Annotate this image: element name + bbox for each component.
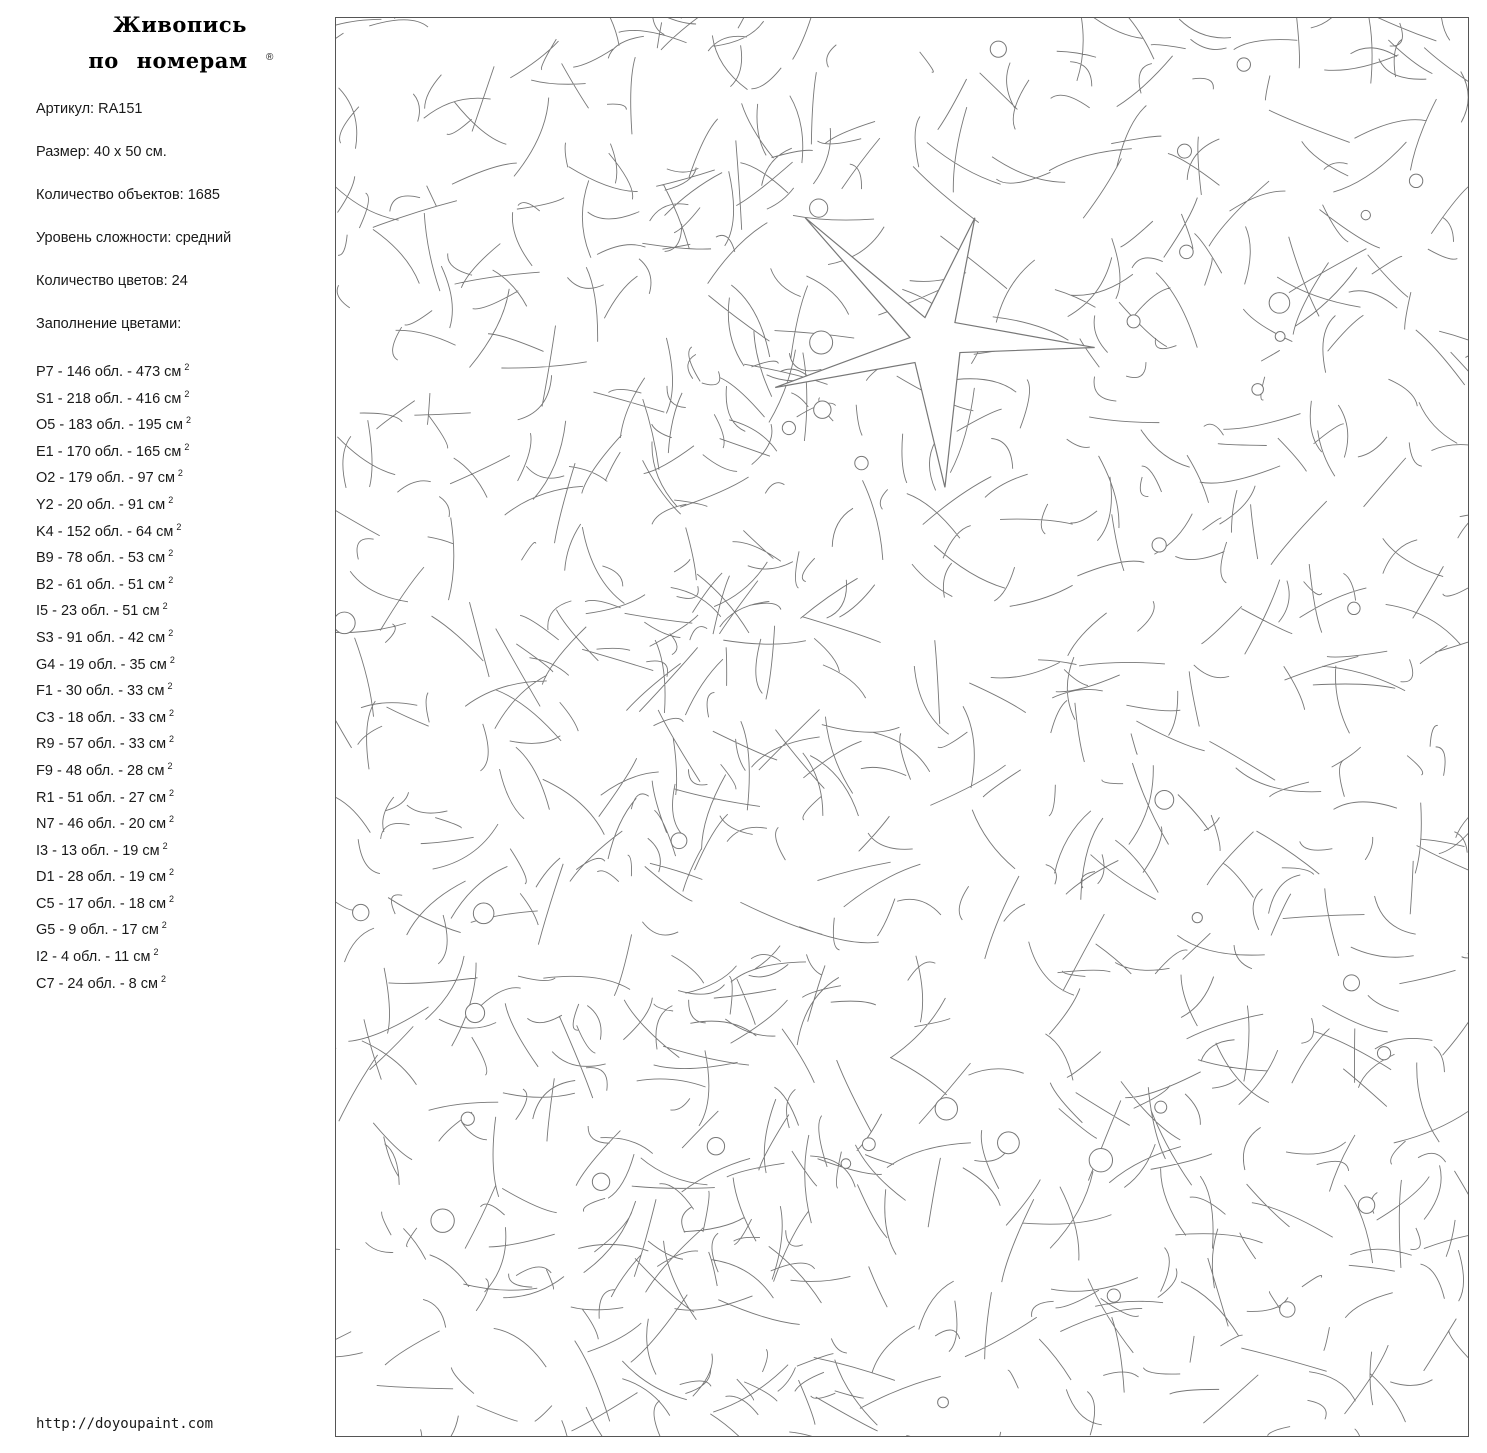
color-fill-item [36,783,191,810]
bubble-outline [810,331,833,354]
paint-by-numbers-outline [336,18,1468,1436]
bubble-outline [938,1397,949,1408]
color-fill-item [36,809,191,836]
color-fill-text: S3 - 91 обл. - 42 см [36,629,166,646]
bubble-outline [1348,602,1360,614]
color-fill-text: D1 - 28 обл. - 19 см [36,869,167,886]
color-fill-item [36,437,191,464]
square-superscript: 2 [167,681,173,692]
bubble-outline [1089,1149,1112,1172]
color-fill-list [36,357,191,995]
color-fill-text: F9 - 48 обл. - 28 см [36,762,165,779]
square-superscript: 2 [162,601,168,612]
color-fill-text: C5 - 17 обл. - 18 см [36,895,167,912]
bubble-outline [473,903,494,924]
color-fill-item [36,862,191,889]
bubble-outline [1152,538,1166,552]
color-fill-item [36,384,191,411]
bubble-outline [1155,1101,1167,1113]
bubble-outline [935,1098,957,1120]
bubble-outline [1252,384,1264,396]
color-fill-item [36,703,191,730]
objects-count-text: Количество объектов: 1685 [36,187,220,203]
color-fill-item [36,729,191,756]
bubble-outline [1280,1302,1295,1317]
bubble-outline [841,1159,851,1169]
bubble-outline [1107,1289,1120,1302]
color-fill-text: C7 - 24 обл. - 8 см [36,975,158,992]
bubble-outline [1377,1047,1390,1060]
square-superscript: 2 [168,494,174,505]
bubble-outline [592,1173,609,1190]
color-fill-item [36,915,191,942]
brand-title-line1: Живопись [113,12,247,37]
bubble-outline [862,1138,875,1151]
square-superscript: 2 [169,814,175,825]
bubble-outline [1237,58,1250,71]
square-superscript: 2 [160,973,166,984]
color-fill-item [36,676,191,703]
square-superscript: 2 [169,654,175,665]
color-fill-text: S1 - 218 обл. - 416 см [36,390,182,407]
color-fill-text: I5 - 23 обл. - 51 см [36,603,160,620]
square-superscript: 2 [169,867,175,878]
square-superscript: 2 [168,574,174,585]
color-fill-item [36,517,191,544]
bubble-outline [461,1112,474,1125]
bubble-outline [1180,245,1194,259]
bubble-outline [782,421,795,434]
color-fill-item [36,836,191,863]
square-superscript: 2 [169,893,175,904]
color-fill-item [36,969,191,996]
bubble-outline [990,41,1006,57]
square-superscript: 2 [162,840,168,851]
color-fill-text: P7 - 146 обл. - 473 см [36,364,182,380]
square-superscript: 2 [167,760,173,771]
bubble-outline [353,904,369,920]
bubble-outline [998,1132,1020,1154]
bubble-outline [465,1003,484,1022]
color-fill-text: G4 - 19 обл. - 35 см [36,656,167,673]
colors-count-text: Количество цветов: 24 [36,273,188,289]
article-text: Артикул: RA151 [36,101,143,117]
square-superscript: 2 [177,468,183,479]
color-fill-item [36,756,191,783]
color-fill-item [36,410,191,437]
color-fill-item [36,463,191,490]
square-superscript: 2 [168,548,174,559]
outline-strokes [336,18,1468,1436]
bubble-outline [1409,174,1422,187]
bubble-outline [707,1138,724,1155]
color-fill-item [36,623,191,650]
square-superscript: 2 [169,707,175,718]
bubble-outline [1361,210,1370,219]
color-fill-text: O2 - 179 обл. - 97 см [36,470,175,487]
bubble-outline [1127,315,1140,328]
color-fill-text: K4 - 152 обл. - 64 см [36,523,174,540]
color-fill-text: B2 - 61 обл. - 51 см [36,576,166,593]
bubble-outline [336,612,355,634]
color-fill-text: C3 - 18 обл. - 33 см [36,709,167,726]
square-superscript: 2 [184,362,190,372]
color-fill-text: O5 - 183 обл. - 195 см [36,417,183,434]
square-superscript: 2 [168,627,174,638]
size-text: Размер: 40 x 50 см. [36,144,167,160]
color-fill-text: F1 - 30 обл. - 33 см [36,683,165,700]
color-fill-text: Y2 - 20 обл. - 91 см [36,496,166,513]
color-fill-item [36,490,191,517]
bubble-outline [1155,791,1174,810]
bubble-outline [1192,913,1202,923]
difficulty-text: Уровень сложности: средний [36,230,232,246]
color-fill-item [36,942,191,969]
color-fill-text: I2 - 4 обл. - 11 см [36,949,151,966]
bubble-outline [1344,975,1360,991]
color-fill-item [36,543,191,570]
bubble-outline [1275,332,1285,342]
bubble-outline [814,401,831,418]
bubble-outline [1358,1197,1374,1213]
bubble-outline [810,199,828,217]
color-fill-text: E1 - 170 обл. - 165 см [36,443,182,460]
square-superscript: 2 [169,787,175,798]
website-link[interactable]: http://doyoupaint.com [36,1416,214,1432]
bubble-outline [1178,144,1192,158]
color-fill-text: N7 - 46 обл. - 20 см [36,816,167,833]
brand-title-line2: по номерам [88,48,248,73]
square-superscript: 2 [169,734,175,745]
color-fill-item [36,889,191,916]
color-fill-item [36,596,191,623]
bubble-outline [1269,293,1290,314]
color-fill-text: G5 - 9 обл. - 17 см [36,922,159,939]
square-superscript: 2 [184,441,190,452]
registered-mark: ® [266,52,274,63]
square-superscript: 2 [153,947,159,958]
square-superscript: 2 [184,388,190,399]
bubble-outline [431,1209,454,1232]
fill-heading: Заполнение цветами: [36,316,182,332]
color-fill-text: R9 - 57 обл. - 33 см [36,736,167,753]
square-superscript: 2 [161,920,167,931]
color-fill-item [36,357,191,384]
square-superscript: 2 [185,415,191,426]
color-fill-text: B9 - 78 обл. - 53 см [36,550,166,567]
line-art-canvas [335,17,1469,1437]
bubble-outline [855,456,868,469]
bubble-outline [671,833,687,849]
color-fill-text: R1 - 51 обл. - 27 см [36,789,167,806]
color-fill-text: I3 - 13 обл. - 19 см [36,842,160,859]
color-fill-item [36,570,191,597]
square-superscript: 2 [176,521,182,532]
color-fill-item [36,650,191,677]
